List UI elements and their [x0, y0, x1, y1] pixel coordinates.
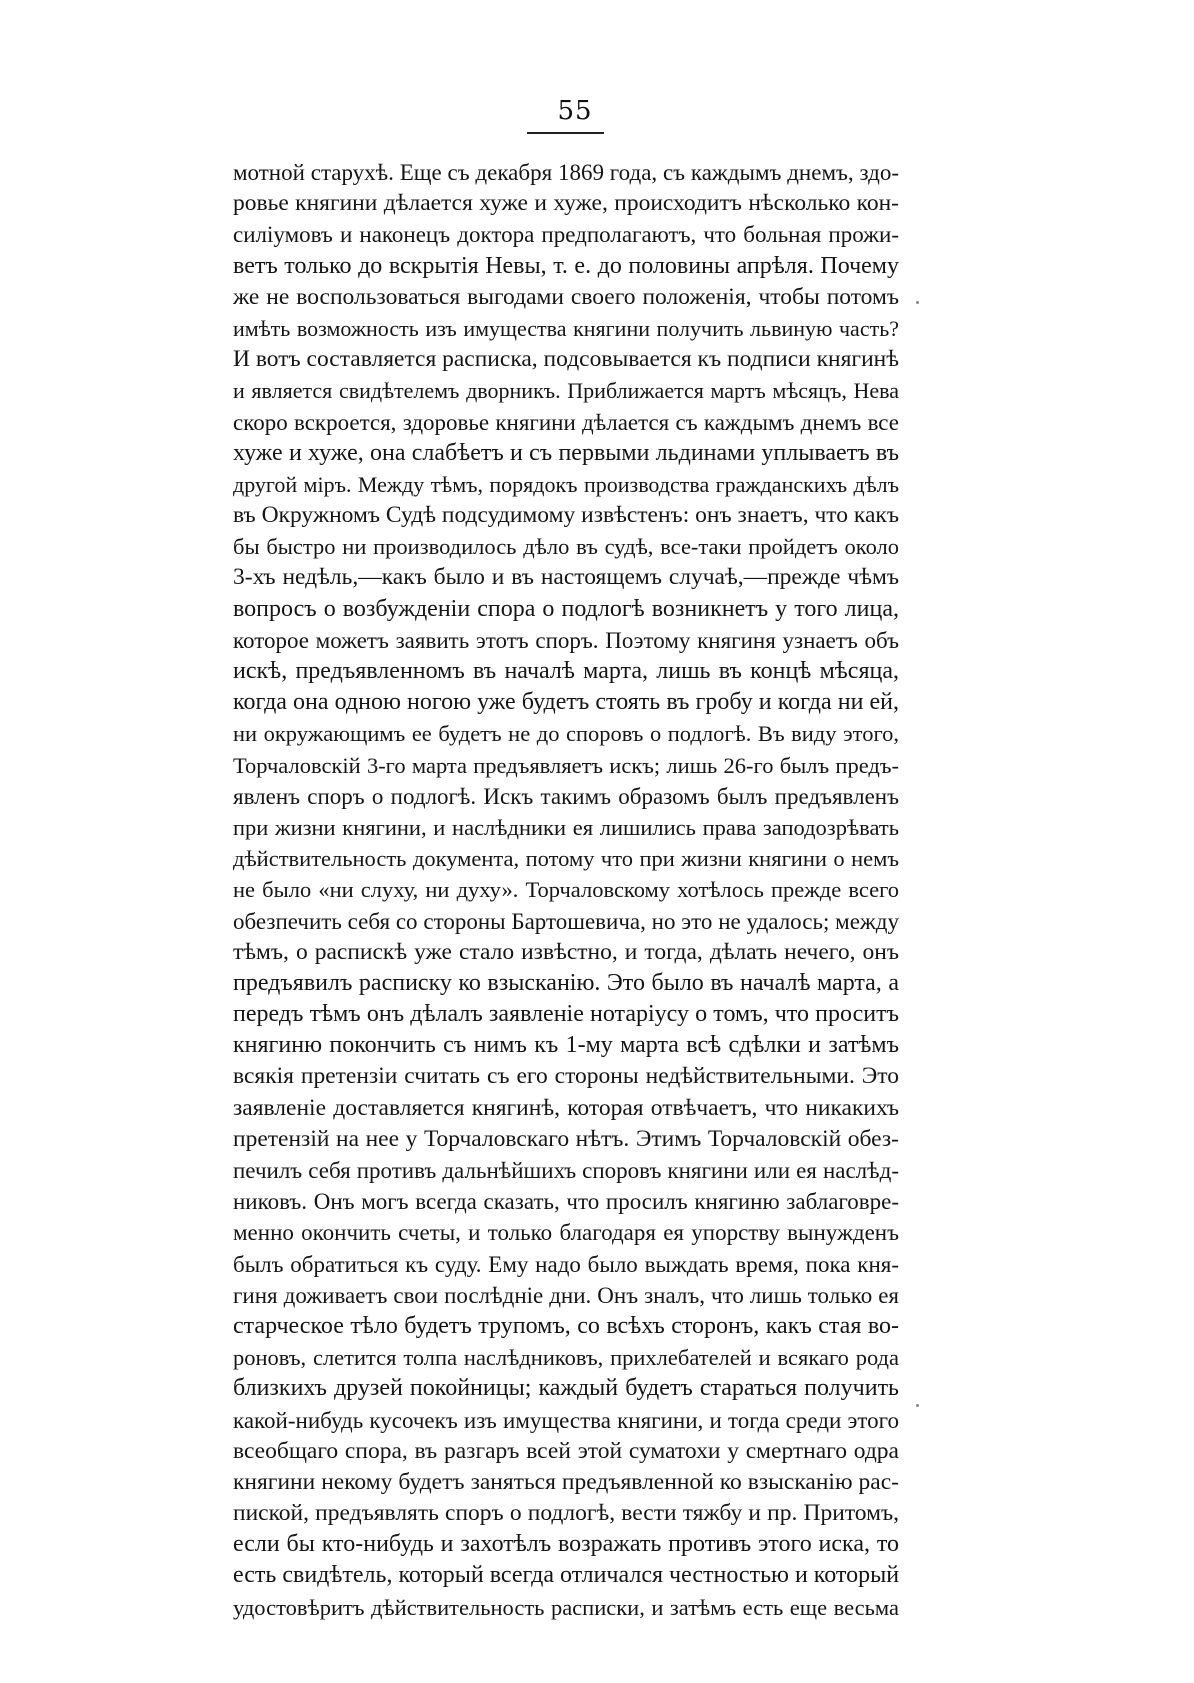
text-line: вопросъ о возбужденіи спора о подлогѣ возникнетъ у того лица,	[233, 595, 899, 622]
text-line: удостовѣритъ дѣйствительность расписки, и затѣмъ есть еще весьма	[233, 1594, 899, 1620]
text-line: претензій на нее у Торчаловскаго нѣтъ. Этимъ Торчаловскій обез-	[233, 1125, 899, 1152]
text-line: не было «ни слуху, ни духу». Торчаловскому хотѣлось прежде всего	[233, 877, 899, 903]
text-line: ветъ только до вскрытія Невы, т. е. до половины апрѣля. Почему	[233, 252, 899, 279]
text-line: близкихъ друзей покойницы; каждый будетъ стараться получить	[233, 1375, 899, 1402]
text-line: хуже и хуже, она слабѣетъ и съ первыми льдинами уплываетъ въ	[233, 439, 899, 466]
text-line: дѣйствительность документа, потому что при жизни княгини о немъ	[233, 846, 899, 872]
text-line: предъявилъ расписку ко взысканію. Это было въ началѣ марта, а	[233, 969, 899, 996]
margin-speck	[916, 301, 919, 304]
text-line: менно окончить счеты, и только благодаря ея упорству вынужденъ	[233, 1220, 899, 1246]
text-line: всеобщаго спора, въ разгаръ всей этой суматохи у смертнаго одра	[233, 1437, 899, 1464]
text-line: бы быстро ни производилось дѣло въ судѣ, все-таки пройдетъ около	[233, 534, 899, 560]
text-line: княгиню покончить съ нимъ къ 1-му марта всѣ сдѣлки и затѣмъ	[233, 1032, 899, 1059]
text-line: былъ обратиться къ суду. Ему надо было выждать время, пока кня-	[233, 1251, 899, 1277]
text-line: какой-нибудь кусочекъ изъ имущества княгини, и тогда среди этого	[233, 1407, 899, 1433]
text-line: и является свидѣтелемъ дворникъ. Приближается мартъ мѣсяцъ, Нева	[233, 378, 899, 404]
text-line: ни окружающимъ ее будетъ не до споровъ о подлогѣ. Въ виду этого,	[233, 721, 899, 747]
text-line: старческое тѣло будетъ трупомъ, со всѣхъ сторонъ, какъ стая во-	[233, 1312, 899, 1339]
text-line: печилъ себя противъ дальнѣйшихъ споровъ княгини или ея наслѣд-	[233, 1158, 899, 1183]
text-line: Торчаловскій 3-го марта предъявляетъ искъ; лишь 26-го былъ предъ-	[233, 752, 899, 778]
text-line: другой міръ. Между тѣмъ, порядокъ производства гражданскихъ дѣлъ	[233, 471, 899, 497]
text-line: имѣть возможность изъ имущества княгини получить львиную часть?	[233, 315, 899, 341]
margin-speck	[916, 1404, 919, 1407]
body-text	[233, 157, 899, 1623]
text-line: которое можетъ заявить этотъ споръ. Поэтому княгиня узнаетъ объ	[233, 627, 899, 653]
text-line: никовъ. Онъ могъ всегда сказать, что просилъ княгиню заблаговре-	[233, 1189, 899, 1215]
text-line: же не воспользоваться выгодами своего положенія, чтобы потомъ	[233, 283, 899, 310]
text-line: гиня доживаетъ свои послѣдніе дни. Онъ зналъ, что лишь только ея	[233, 1282, 899, 1308]
text-line: мотной старухѣ. Еще съ декабря 1869 года, съ каждымъ днемъ, здо-	[233, 160, 899, 185]
text-line: явленъ споръ о подлогѣ. Искъ такимъ образомъ былъ предъявленъ	[233, 783, 899, 809]
page-number-rule	[527, 132, 604, 134]
page-number: 55	[557, 96, 593, 126]
text-line: всякія претензіи считать съ его стороны недѣйствительными. Это	[233, 1063, 899, 1090]
text-line: тѣмъ, о распискѣ уже стало извѣстно, и тогда, дѣлать нечего, онъ	[233, 938, 899, 965]
text-line: силіумовъ и наконецъ доктора предполагаютъ, что больная прожи-	[233, 222, 899, 248]
text-line: ровье княгини дѣлается хуже и хуже, происходитъ нѣсколько кон-	[233, 190, 899, 217]
text-line: княгини некому будетъ заняться предъявленной ко взысканію рас-	[233, 1468, 899, 1495]
text-line: при жизни княгини, и наслѣдники ея лишились права заподозрѣвать	[233, 814, 899, 840]
text-line: искѣ, предъявленномъ въ началѣ марта, лишь въ концѣ мѣсяца,	[233, 658, 899, 684]
text-line: заявленіе доставляется княгинѣ, которая отвѣчаетъ, что никакихъ	[233, 1094, 899, 1121]
text-line: И вотъ составляется расписка, подсовывается къ подписи княгинѣ	[233, 346, 899, 373]
text-line: роновъ, слетится толпа наслѣдниковъ, прихлебателей и всякаго рода	[233, 1345, 899, 1371]
text-line: въ Окружномъ Судѣ подсудимому извѣстенъ: онъ знаетъ, что какъ	[233, 502, 899, 529]
text-line: скоро вскроется, здоровье княгини дѣлается съ каждымъ днемъ все	[233, 409, 899, 435]
text-line: 3-хъ недѣль,—какъ было и въ настоящемъ случаѣ,—прежде чѣмъ	[233, 564, 899, 591]
text-line: передъ тѣмъ онъ дѣлалъ заявленіе нотаріусу о томъ, что проситъ	[233, 1001, 899, 1028]
text-line: пиской, предъявлять споръ о подлогѣ, вести тяжбу и пр. Притомъ,	[233, 1500, 899, 1527]
text-line: когда она одною ногою уже будетъ стоять въ гробу и когда ни ей,	[233, 689, 899, 716]
text-line: если бы кто-нибудь и захотѣлъ возражать противъ этого иска, то	[233, 1531, 899, 1558]
text-line: обезпечить себя со стороны Бартошевича, но это не удалось; между	[233, 908, 899, 934]
text-line: есть свидѣтель, который всегда отличался честностью и который	[233, 1562, 899, 1589]
